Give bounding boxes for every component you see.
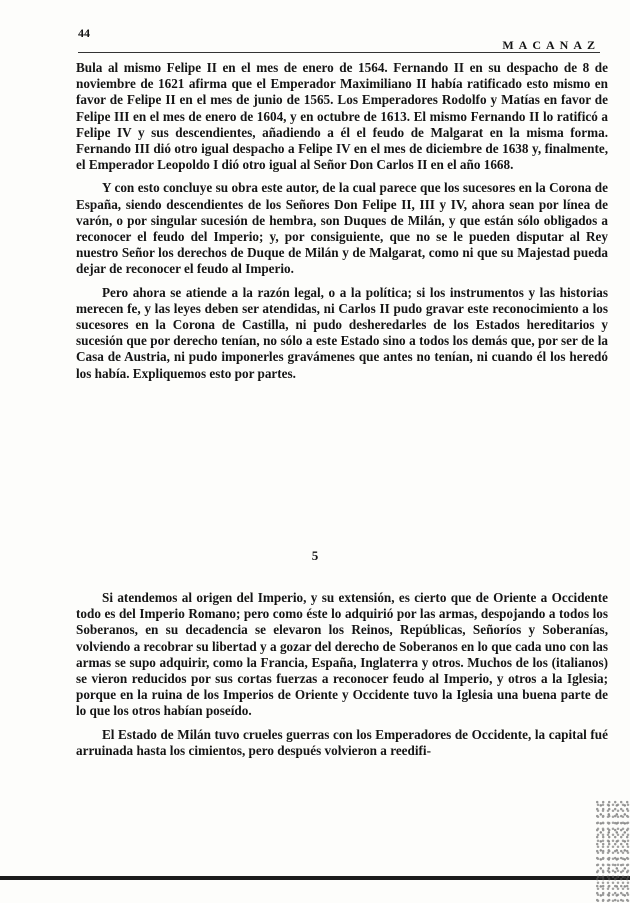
- bottom-text-block: [76, 590, 608, 766]
- scan-edge-noise: [596, 800, 630, 903]
- paragraph: Bula al mismo Felipe II en el mes de enero de 1564. Fernando II en su despacho de 8 de noviembre de 1621 afirma que el Emperador Maximiliano II había ratificado esto mismo en favor de Felipe II en el mes de junio de 1565. Los Emperadores Rodolfo y Matías en favor de Felipe III en el mes de enero de 1604, y en octubre de 1613. El mismo Fernando II lo ratificó a Felipe IV y sus descendientes, añadiendo a él el feudo de Malgarat en la misma forma. Fernando III dió otro igual despacho a Felipe IV en el mes de diciembre de 1638 y, finalmente, el Emperador Leopoldo I dió otro igual al Señor Don Carlos II en el año 1668.: [76, 60, 608, 173]
- bottom-edge-rule: [0, 876, 630, 880]
- top-text-block: [76, 60, 608, 389]
- header-rule: [78, 52, 600, 53]
- page-header: [78, 26, 600, 52]
- paragraph: Si atendemos al origen del Imperio, y su extensión, es cierto que de Oriente a Occidente todo es del Imperio Romano; pero como éste lo adquirió por las armas, despojando a todos los Soberanos, en su decadencia se elevaron los Reinos, Repúblicas, Señoríos y Soberanías, volviendo a recobrar su libertad y a gozar del derecho de Soberanos en lo que cada uno con las armas se supo adquirir, como la Francia, España, Inglaterra y otros. Muchos de los (italianos) se vieron reducidos por sus cortas fuerzas a reconocer feudo al Imperio, y otros a la Iglesia; porque en la ruina de los Imperios de Oriente y Occidente tuvo la Iglesia una buena parte de lo que los otros habían poseído.: [76, 590, 608, 719]
- paragraph: Pero ahora se atiende a la razón legal, o a la política; si los instrumentos y las historias merecen fe, y las leyes deben ser atendidas, ni Carlos II pudo gravar este reconocimiento a los sucesores en la Corona de Castilla, ni pudo desheredarles de los Estados hereditarios y sucesión que por derecho tenían, no sólo a este Estado sino a todos los demás que, por ser de la Casa de Austria, ni pudo imponerles gravámenes que antes no tenían, ni cuando él los heredó los había. Expliquemos esto por partes.: [76, 284, 608, 381]
- paragraph: El Estado de Milán tuvo crueles guerras con los Emperadores de Occidente, la capital fué arruinada hasta los cimientos, pero después volvieron a reedifi-: [76, 726, 608, 758]
- paragraph: Y con esto concluye su obra este autor, de la cual parece que los sucesores en la Corona de España, siendo descendientes de los Señores Don Felipe II, III y IV, ahora sean por línea de varón, o por singular sucesión de hembra, son Duques de Milán, y que están sólo obligados a reconocer el feudo del Imperio; y, por consiguiente, que no se le pueden disputar al Rey nuestro Señor los derechos de Duque de Milán y de Malgarat, como ni que su Majestad pueda dejar de reconocer el feudo al Imperio.: [76, 180, 608, 277]
- section-number: 5: [311, 548, 319, 563]
- page-number: 44: [78, 26, 90, 40]
- running-head: MACANAZ: [502, 38, 600, 52]
